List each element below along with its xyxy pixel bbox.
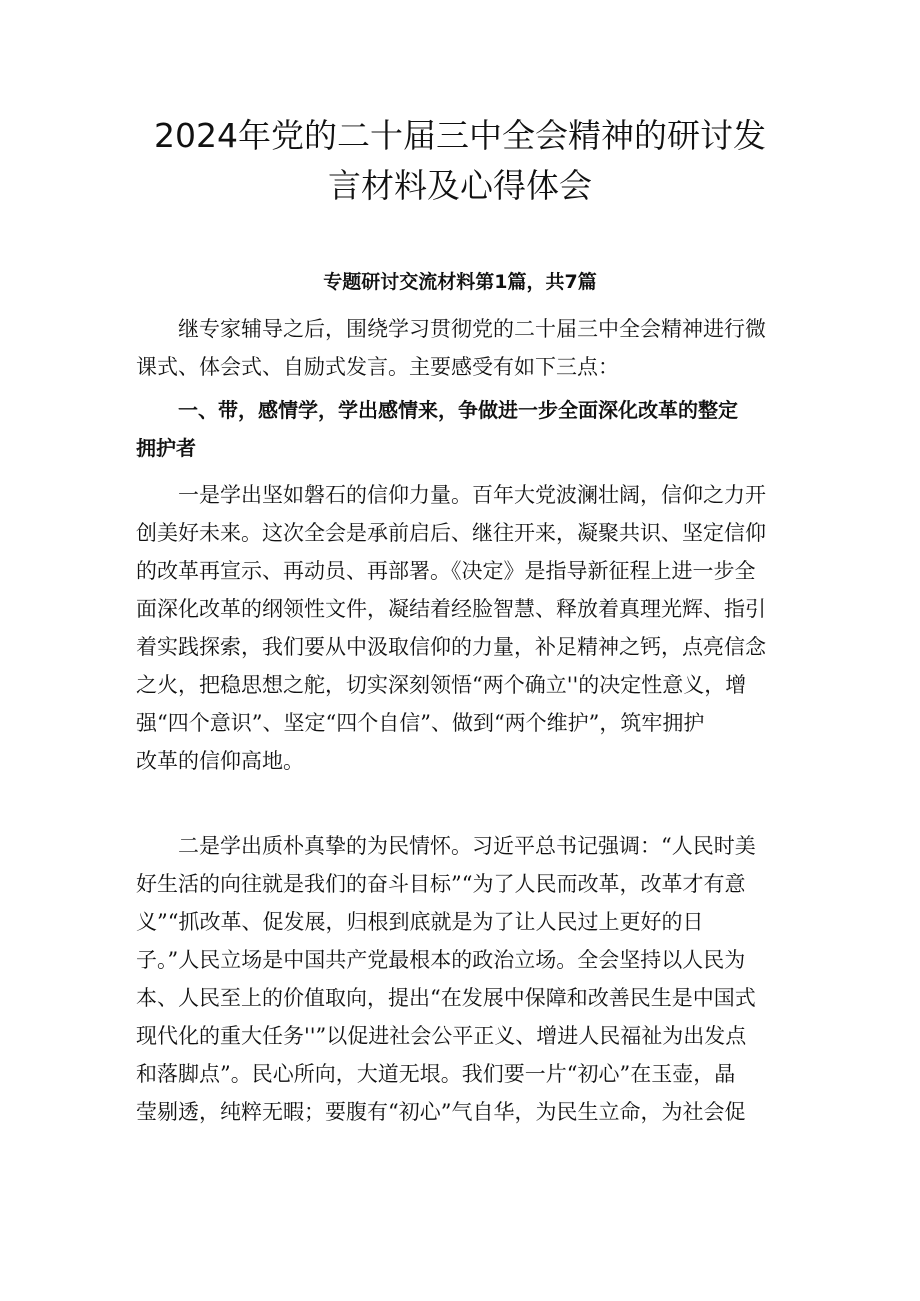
heading-line: 拥护者 [136,436,196,460]
text-line: 课式、体会式、自励式发言。主要感受有如下三点： [136,355,619,379]
document-subtitle: 专题研讨交流材料第1篇，共7篇 [323,271,597,293]
text-line: 和落脚点”。民心所向，大道无垠。我们要一片“初心”在玉壶，晶 [136,1062,736,1086]
text-line: 莹剔透，纯粹无暇；要腹有“初心”气自华，为民生立命，为社会促 [136,1100,746,1124]
text-line: 改革的信仰高地。 [136,749,304,773]
text-line: 本、人民至上的价值取向，提出“在发展中保障和改善民生是中国式 [136,986,756,1010]
text-line: 子。”人民立场是中国共产党最根本的政治立场。全会坚持以人民为 [136,948,746,972]
text-line: 现代化的重大任务''”以促进社会公平正义、增进人民福祉为出发点 [136,1024,747,1048]
text-line: 强“四个意识”、坚定“四个自信”、做到“两个维护”，筑牢拥护 [136,711,705,735]
text-line: 创美好未来。这次全会是承前启后、继往开来，凝聚共识、坚定信仰 [136,521,766,545]
document-title [80,111,840,211]
text-line: 义”“抓改革、促发展，归根到底就是为了让人民过上更好的日 [136,910,704,934]
text-line: 的改革再宣示、再动员、再部署。《决定》是指导新征程上进一步全 [136,559,756,583]
text-line: 之火，把稳思想之舵，切实深刻领悟“两个确立''的决定性意义，增 [136,673,747,697]
text-line: 二是学出质朴真挚的为民情怀。习近平总书记强调：“人民时美 [178,834,756,858]
heading-line: 一、带，感情学，学出感情来，争做进一步全面深化改革的整定 [178,398,738,422]
text-line: 着实践探索，我们要从中汲取信仰的力量，补足精神之钙，点亮信念 [136,635,766,659]
text-line: 好生活的向往就是我们的奋斗目标”“为了人民而改革，改革才有意 [136,872,746,896]
text-line: 继专家辅导之后，围绕学习贯彻党的二十届三中全会精神进行微 [178,317,766,341]
paragraph-2 [136,827,786,1131]
section-heading [136,391,816,467]
intro-paragraph [136,310,786,386]
paragraph-1 [136,476,786,780]
text-line: 面深化改革的纲领性文件，凝结着经脸智慧、释放着真理光辉、指引 [136,597,766,621]
text-line: 一是学出坚如磐石的信仰力量。百年大党波澜壮阔，信仰之力开 [178,483,766,507]
title-line: 2024年党的二十届三中全会精神的研讨发 [154,116,766,155]
title-line: 言材料及心得体会 [328,166,592,205]
